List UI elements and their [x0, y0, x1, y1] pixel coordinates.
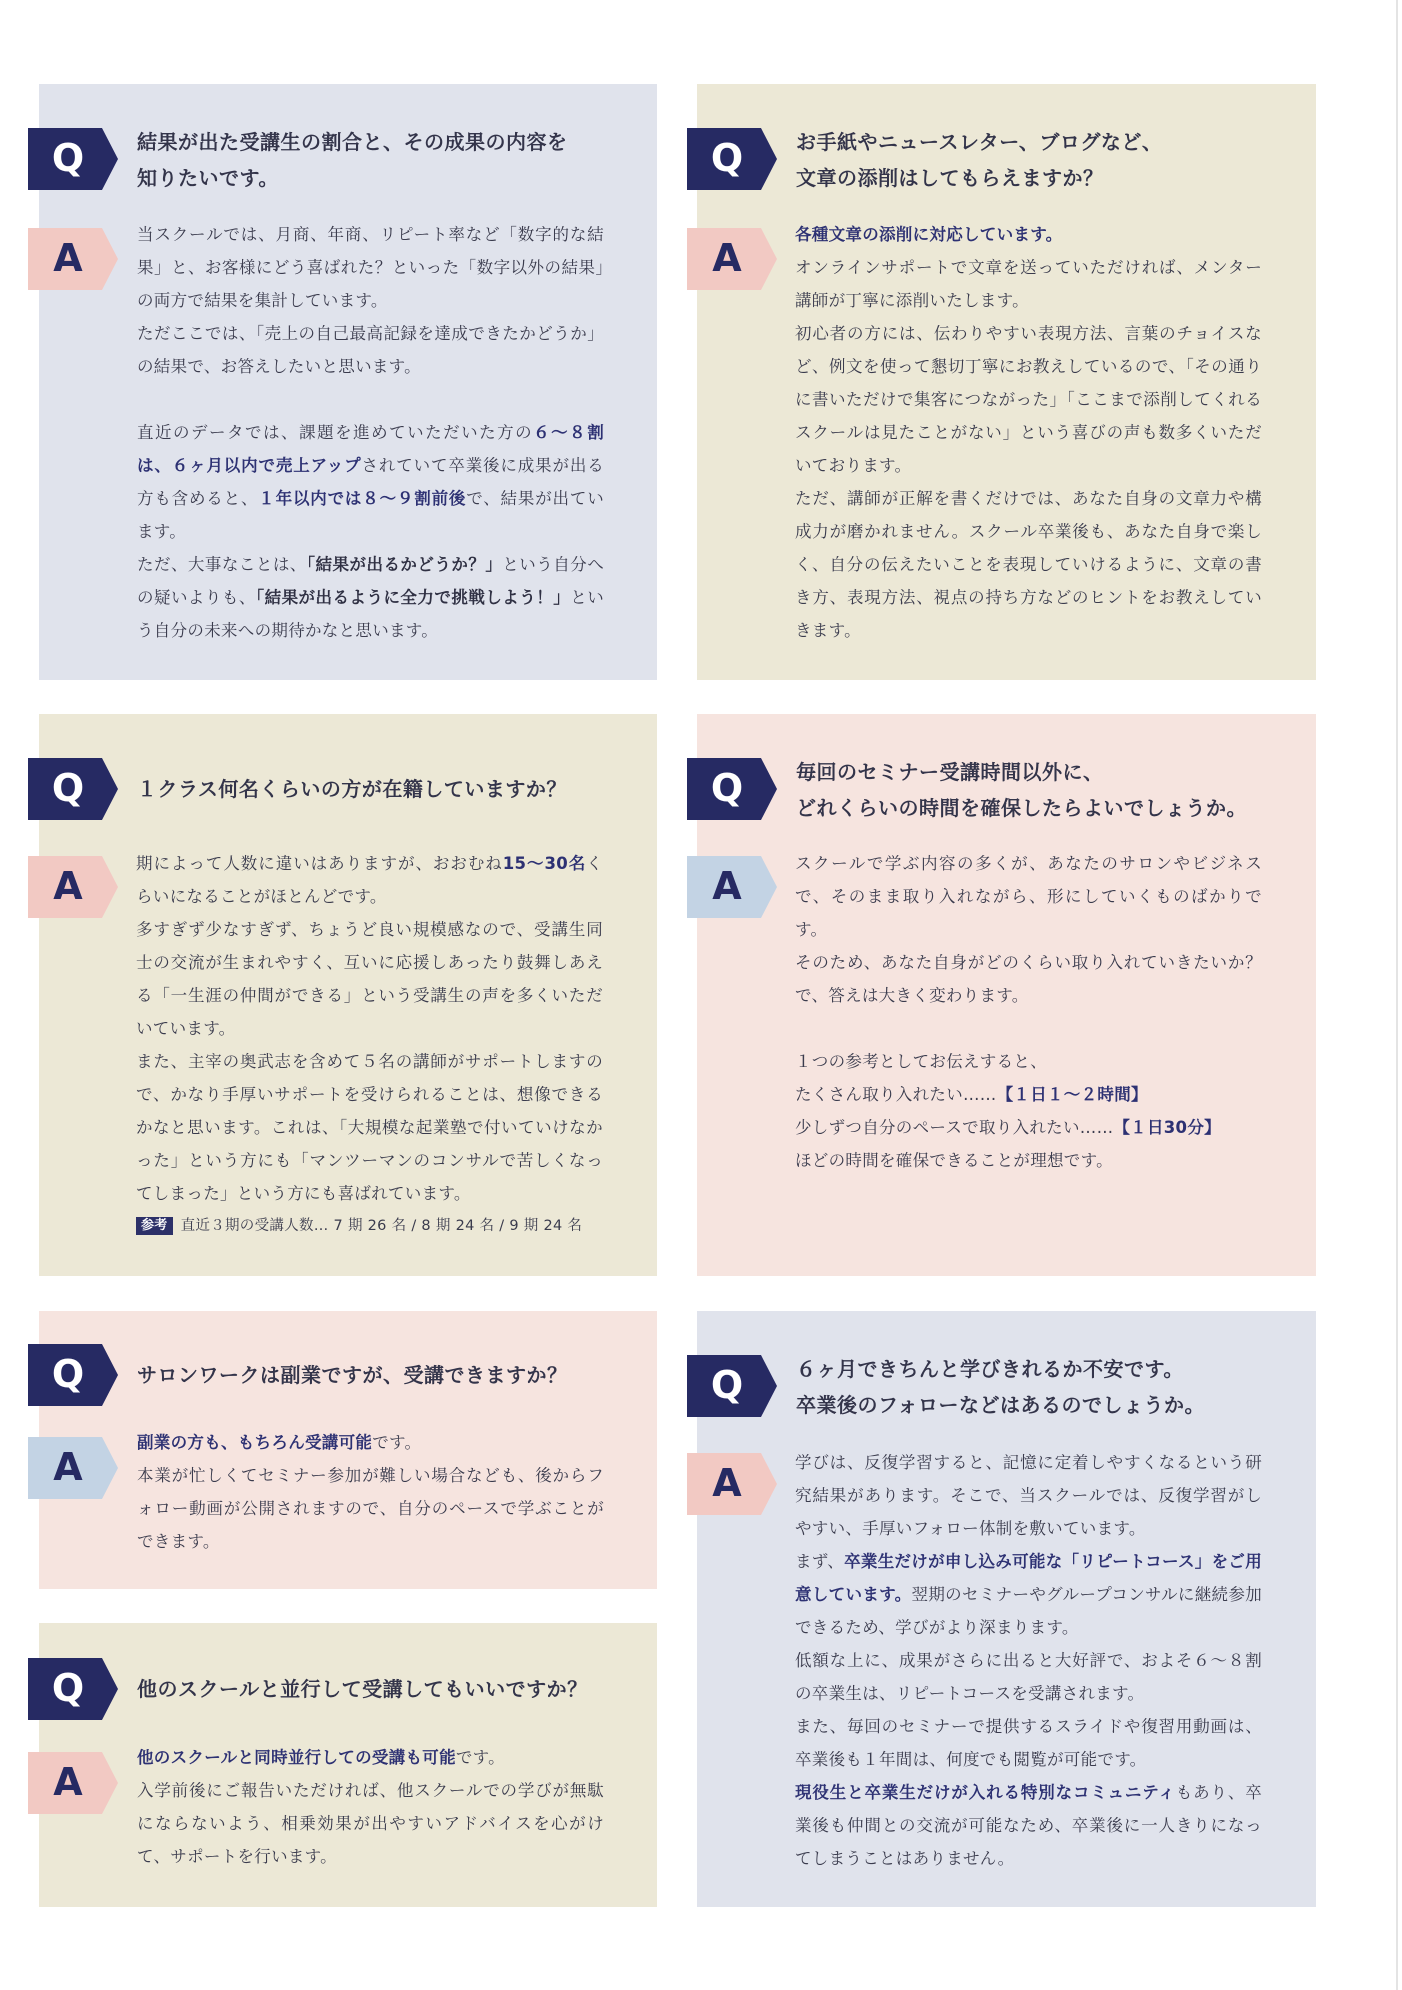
q-letter: Q: [51, 136, 85, 180]
q-letter: Q: [51, 766, 85, 810]
question-title: 結果が出た受講生の割合と、その成果の内容を 知りたいです。: [137, 130, 568, 190]
reference-line: 参考 直近３期の受講人数… 7 期 26 名 / 8 期 24 名 / 9 期 24 名: [136, 1210, 603, 1243]
question-badge: [687, 1355, 777, 1417]
answer-text: スクールで学ぶ内容の多くが、あなたのサロンやビジネスで、そのまま取り入れながら、形にしていくものばかりです。 そのため、あなた自身がどのくらい取り入れていきたいか？ で、答えは大きく変わります。 １つの参考としてお伝えすると、 たくさん取り入れたい……【１日１〜２時間】 少しずつ自分のペースで取り入れたい……【１日30分】 ほどの時間を確保できることが理想です。: [795, 854, 1262, 1170]
question-badge: [28, 1658, 118, 1720]
page-edge-line: [1396, 0, 1398, 1990]
answer-text: 学びは、反復学習すると、記憶に定着しやすくなるという研究結果があります。そこで、当スクールでは、反復学習がしやすい、手厚いフォロー体制を敷いています。 まず、卒業生だけが申し込み可能な「リピートコース」をご用意しています。翌期のセミナーやグループコンサルに継続参加できるため、学びがより深まります。 低額な上に、成果がさらに出ると大好評で、およそ６〜８割の卒業生は、リピートコースを受講されます。 また、毎回のセミナーで提供するスライドや復習用動画は、卒業後も１年間は、何度でも閲覧が可能です。 現役生と卒業生だけが入れる特別なコミュニティもあり、卒業後も仲間との交流が可能なため、卒業後に一人きりになってしまうことはありません。: [795, 1453, 1263, 1868]
a-letter: A: [53, 1445, 83, 1489]
reference-tag: 参考: [136, 1217, 173, 1235]
question-title: １クラス何名くらいの方が在籍していますか？: [137, 777, 567, 801]
a-letter: A: [712, 864, 742, 908]
q-letter: Q: [51, 1666, 85, 1710]
question-title: サロンワークは副業ですが、受講できますか？: [137, 1363, 568, 1387]
question-title: お手紙やニュースレター、ブログなど、 文章の添削はしてもらえますか？: [796, 130, 1163, 190]
answer-text: 各種文章の添削に対応しています。 オンラインサポートで文章を送っていただければ、メンター講師が丁寧に添削いたします。 初心者の方には、伝わりやすい表現方法、言葉のチョイスなど、例文を使って懇切丁寧にお教えしているので、「その通りに書いただけで集客につながった」「ここまで添削してくれるスクールは見たことがない」という喜びの声も数多くいただいております。 ただ、講師が正解を書くだけでは、あなた自身の文章力や構成力が磨かれません。スクール卒業後も、あなた自身で楽しく、自分の伝えたいことを表現していけるように、文章の書き方、表現方法、視点の持ち方などのヒントをお教えしていきます。: [795, 225, 1262, 640]
question-title: 毎回のセミナー受講時間以外に、 どれくらいの時間を確保したらよいでしょうか。: [796, 760, 1247, 820]
q-letter: Q: [710, 1363, 744, 1407]
answer-text: 他のスクールと同時並行しての受講も可能です。 入学前後にご報告いただければ、他スクールでの学びが無駄にならないよう、相乗効果が出やすいアドバイスを心がけて、サポートを行います。: [137, 1748, 604, 1866]
a-letter: A: [712, 236, 742, 280]
question-badge: [687, 758, 777, 820]
a-letter: A: [53, 1760, 83, 1804]
answer-badge: [28, 856, 118, 918]
question-badge: [28, 758, 118, 820]
a-letter: A: [53, 864, 83, 908]
answer-badge: [28, 228, 118, 290]
answer-badge: [687, 856, 777, 918]
q-letter: Q: [51, 1352, 85, 1396]
question-title: ６ヶ月できちんと学びきれるか不安です。 卒業後のフォローなどはあるのでしょうか。: [796, 1357, 1205, 1417]
answer-badge: [28, 1752, 118, 1814]
a-letter: A: [53, 236, 83, 280]
question-badge: [28, 128, 118, 190]
answer-text: 当スクールでは、月商、年商、リピート率など「数字的な結果」と、お客様にどう喜ばれた？といった「数字以外の結果」の両方で結果を集計しています。 ただここでは、「売上の自己最高記録を達成できたかどうか」の結果で、お答えしたいと思います。 直近のデータでは、課題を進めていただいた方の６〜８割は、６ヶ月以内で売上アップされていて卒業後に成果が出る方も含めると、１年以内では８〜９割前後で、結果が出ています。 ただ、大事なことは、「結果が出るかどうか？」という自分への疑いよりも、「結果が出るように全力で挑戦しよう！」という自分の未来への期待かなと思います。: [137, 225, 605, 640]
q-letter: Q: [710, 766, 744, 810]
answer-text: 期によって人数に違いはありますが、おおむね15〜30名くらいになることがほとんどです。 多すぎず少なすぎず、ちょうど良い規模感なので、受講生同士の交流が生まれやすく、互いに応援しあったり鼓舞しあえる「一生涯の仲間ができる」という受講生の声を多くいただいています。 また、主宰の奥武志を含めて５名の講師がサポートしますので、かなり手厚いサポートを受けられることは、想像できるかなと思います。これは、「大規模な起業塾で付いていけなかった」という方にも「マンツーマンのコンサルで苦しくなってしまった」という方にも喜ばれています。 参考 直近３期の受講人数… 7 期 26 名 / 8 期 24 名 / 9 期 24 名: [136, 847, 603, 1243]
question-title: 他のスクールと並行して受講してもいいですか？: [137, 1677, 588, 1701]
answer-badge: [687, 228, 777, 290]
question-badge: [28, 1344, 118, 1406]
answer-badge: [687, 1453, 777, 1515]
answer-badge: [28, 1437, 118, 1499]
question-badge: [687, 128, 777, 190]
answer-text: 副業の方も、もちろん受講可能です。 本業が忙しくてセミナー参加が難しい場合なども、後からフォロー動画が公開されますので、自分のペースで学ぶことができます。: [137, 1433, 604, 1551]
q-letter: Q: [710, 136, 744, 180]
a-letter: A: [712, 1461, 742, 1505]
